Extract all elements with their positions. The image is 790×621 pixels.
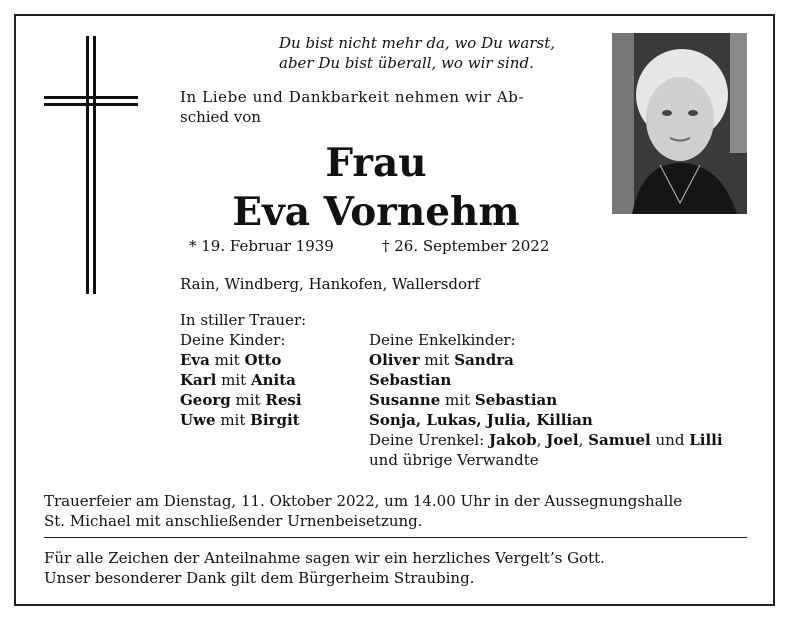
list-item: Georg mit Resi [180,391,302,409]
death-date: † 26. September 2022 [382,237,550,255]
great-grandchildren-line: Deine Urenkel: Jakob, Joel, Samuel und Lilli [369,431,723,449]
funeral-line-2: St. Michael mit anschließender Urnenbeisetzung. [44,512,423,530]
list-item: Uwe mit Birgit [180,411,300,429]
title-salutation: Frau [325,140,427,186]
motto-line-1: Du bist nicht mehr da, wo Du warst, [279,34,555,52]
motto-line-2: aber Du bist überall, wo wir sind. [279,54,534,72]
birth-date: * 19. Februar 1939 [189,237,334,255]
mourning-heading: In stiller Trauer: [180,311,307,329]
list-item: Sonja, Lukas, Julia, Killian [369,411,593,429]
title-name: Eva Vornehm [232,189,520,235]
list-item: Eva mit Otto [180,351,282,369]
intro-line-2: schied von [180,108,261,126]
thanks-line-2: Unser besonderer Dank gilt dem Bürgerheim Straubing. [44,569,475,587]
divider [44,537,747,538]
portrait-photo [612,33,747,214]
grandchildren-heading: Deine Enkelkinder: [369,331,516,349]
grandchildren-list [369,350,723,470]
list-item: Oliver mit Sandra [369,351,514,369]
intro-line-1: In Liebe und Dankbarkeit nehmen wir Ab- [180,88,525,106]
children-list [180,350,302,430]
children-heading: Deine Kinder: [180,331,286,349]
places: Rain, Windberg, Hankofen, Wallersdorf [180,275,480,293]
list-item: Susanne mit Sebastian [369,391,558,409]
funeral-line-1: Trauerfeier am Dienstag, 11. Oktober 2022, um 14.00 Uhr in der Aussegnungshalle [44,492,683,510]
relatives: und übrige Verwandte [369,451,539,469]
thanks-line-1: Für alle Zeichen der Anteilnahme sagen wir ein herzliches Vergelt’s Gott. [44,549,605,567]
list-item: Karl mit Anita [180,371,296,389]
list-item: Sebastian [369,371,452,389]
portrait-silhouette-icon [612,33,747,214]
